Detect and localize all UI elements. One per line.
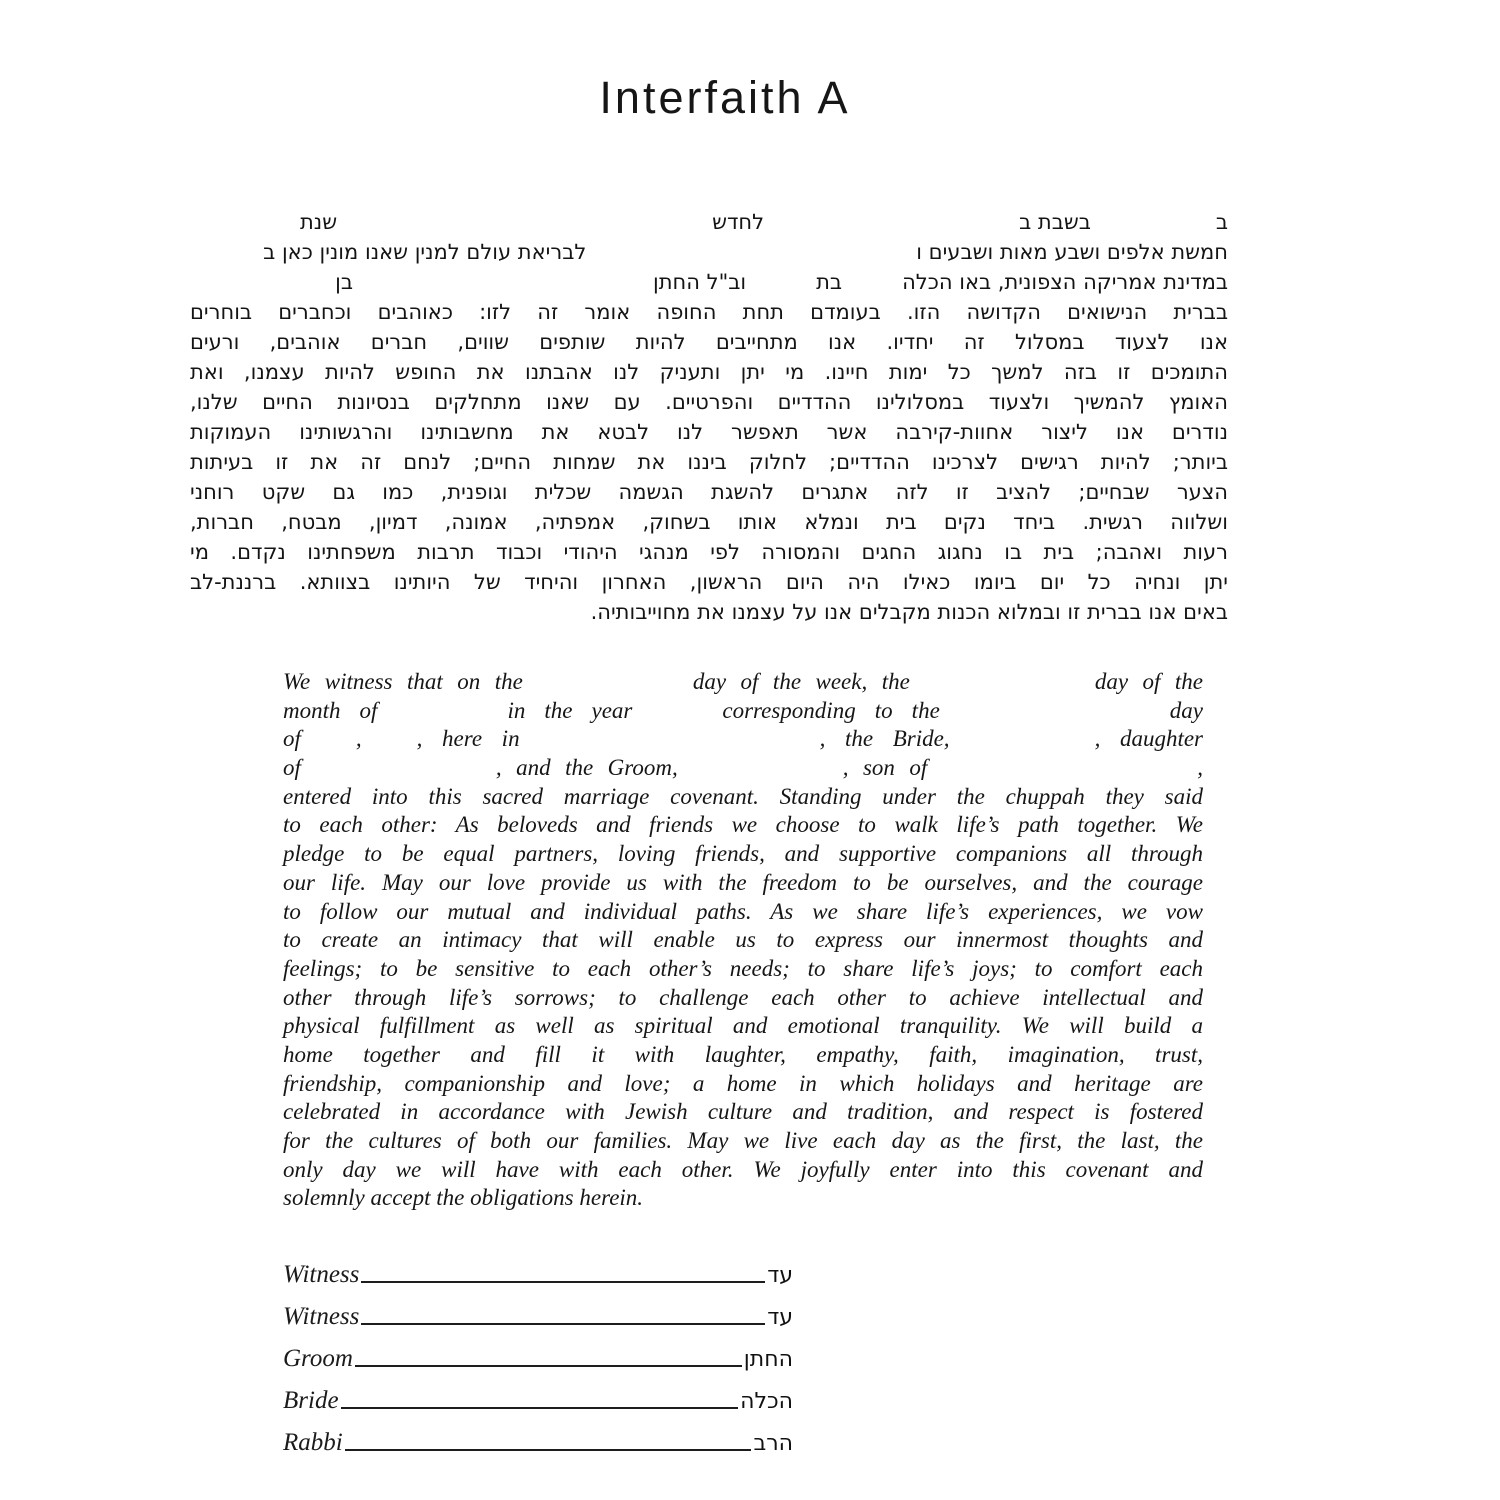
form-text: בשבת ב [1019, 210, 1091, 234]
fill-in-blank [520, 744, 820, 746]
signature-row [283, 1373, 793, 1415]
hebrew-line: ביותר; להיות רגישים לצרכינו ההדדיים; לחלוק ביננו את שמחות החיים; לנחם זה את זו בעיתות [190, 450, 1228, 474]
english-line: to follow our mutual and individual paths. As we share life’s experiences, we vow [283, 898, 1203, 924]
hebrew-line: אנו לצעוד במסלול זה יחדיו. אנו מתחייבים להיות שותפים שווים, חברים אוהבים, ורעים [190, 330, 1228, 354]
fill-in-blank [940, 716, 1170, 718]
english-line: feelings; to be sensitive to each other’s needs; to share life’s joys; to comfort each [283, 955, 1203, 981]
form-text: בן [335, 270, 354, 294]
form-text: in the year [507, 697, 633, 723]
hebrew-line: האומץ להמשיך ולצעוד במסלולינו ההדדיים והפרטיים. עם שאנו מתחלקים בנסיונות החיים שלנו, [190, 390, 1228, 414]
signature-line [355, 1363, 742, 1367]
fill-in-blank [632, 716, 722, 718]
signature-label-english: Rabbi [283, 1429, 343, 1456]
fill-in-blank [1091, 227, 1216, 229]
form-text: וב"ל החתן [653, 270, 747, 294]
page-title: Interfaith A [599, 72, 851, 123]
english-line: home together and fill it with laughter, empathy, faith, imagination, trust, [283, 1041, 1203, 1067]
english-line: only day we will have with each other. We joyfully enter into this covenant and [283, 1156, 1203, 1182]
english-fill-line [283, 697, 1203, 726]
english-line: to each other: As beloveds and friends we choose to walk life’s path together. We [283, 812, 1203, 838]
hebrew-line: יתן ונחיה כל יום ביומו כאילו היה היום הראשון, האחרון והיחיד של היותינו בצוותא. ברננת-לב [190, 570, 1228, 594]
signature-row [283, 1415, 793, 1457]
hebrew-fill-line [190, 207, 1228, 237]
hebrew-line: רעות ואהבה; בית בו נחגוג החגים והמסורה לפי מנהגי היהודי וכבוד תרבות משפחתינו נקדם. מי [190, 540, 1228, 564]
fill-in-blank [337, 227, 712, 229]
english-line: solemnly accept the obligations herein. [283, 1185, 644, 1211]
form-text: לבריאת עולם למנין שאנו מונין כאן ב [263, 240, 587, 264]
form-text: , [1197, 755, 1203, 781]
english-line: friendship, companionship and love; a home in which holidays and heritage are [283, 1070, 1203, 1096]
signature-line [361, 1279, 765, 1283]
form-text: , and the Groom, [495, 755, 678, 781]
form-text: , son of [842, 755, 928, 781]
signature-block [283, 1247, 793, 1457]
hebrew-line: בברית הנישואים הקדושה הזו. בעומדם תחת החופה אומר זה לזו: כאוהבים וכחברים בוחרים [190, 300, 1228, 324]
fill-in-blank [678, 773, 843, 775]
signature-row [283, 1289, 793, 1331]
form-text: month of [283, 697, 378, 723]
english-line: physical fulfillment as well as spiritual and emotional tranquility. We will build a [283, 1013, 1203, 1039]
form-text: corresponding to the [722, 697, 940, 723]
form-text: , here in [416, 726, 520, 752]
form-text: בת [816, 270, 843, 294]
english-text-block [283, 668, 1203, 1213]
form-text: , the Bride, [819, 726, 950, 752]
signature-label-hebrew: החתן [743, 1347, 793, 1372]
fill-in-blank [586, 257, 916, 259]
hebrew-line: ושלווה רגשית. ביחד נקים בית ונמלא אותו בשחוק, אמפתיה, אמונה, דמיון, מבטח, חברות, [190, 510, 1228, 534]
english-line: other through life’s sorrows; to challenge each other to achieve intellectual and [283, 984, 1203, 1010]
fill-in-blank [301, 773, 496, 775]
signature-label-hebrew: עד [767, 1263, 793, 1288]
english-line: for the cultures of both our families. May we live each day as the first, the last, the [283, 1128, 1203, 1153]
form-text: day of the [1094, 669, 1204, 694]
form-text: , [355, 726, 362, 752]
english-line: pledge to be equal partners, loving friends, and supportive companions all through [283, 841, 1203, 867]
hebrew-text-block [190, 207, 1228, 627]
hebrew-fill-line [190, 237, 1228, 267]
fill-in-blank [353, 287, 653, 289]
signature-label-english: Groom [283, 1345, 353, 1372]
form-text: day of the week, the [692, 669, 910, 694]
signature-label-hebrew: הכלה [740, 1389, 793, 1414]
english-fill-line [283, 754, 1203, 783]
signature-line [345, 1447, 752, 1451]
signature-row [283, 1247, 793, 1289]
english-line: to create an intimacy that will enable us to express our innermost thoughts and [283, 927, 1203, 953]
form-text: במדינת אמריקה הצפונית, באו הכלה [902, 270, 1228, 294]
signature-row [283, 1331, 793, 1373]
form-text: חמשת אלפים ושבע מאות ושבעים ו [916, 240, 1228, 264]
signature-line [341, 1405, 739, 1409]
form-text: לחדש [712, 210, 765, 234]
hebrew-line: הצער שבחיים; להציב זו לזה אתגרים להשגת הגשמה שכלית וגופנית, כמו גם שקט רוחני [190, 480, 1228, 504]
fill-in-blank [362, 744, 417, 746]
signature-label-english: Bride [283, 1387, 339, 1414]
fill-in-blank [523, 687, 693, 689]
form-text: of [283, 755, 301, 781]
form-text: ב [1215, 210, 1228, 234]
fill-in-blank [746, 287, 816, 289]
english-line: our life. May our love provide us with the freedom to be ourselves, and the courage [283, 869, 1203, 895]
english-line: celebrated in accordance with Jewish culture and tradition, and respect is fostered [283, 1099, 1203, 1125]
fill-in-blank [377, 716, 507, 718]
hebrew-fill-line [190, 267, 1228, 297]
english-fill-line [283, 668, 1203, 697]
english-line: entered into this sacred marriage covenant. Standing under the chuppah they said [283, 783, 1203, 809]
signature-label-hebrew: עד [767, 1305, 793, 1330]
english-fill-line [283, 725, 1203, 754]
signature-label-english: Witness [283, 1261, 360, 1288]
signature-line [361, 1321, 765, 1325]
signature-label-english: Witness [283, 1303, 360, 1330]
hebrew-line: נודרים אנו ליצור אחוות-קירבה אשר תאפשר לנו לבטא את מחשבותינו והרגשותינו העמוקות [190, 420, 1228, 444]
fill-in-blank [301, 744, 356, 746]
fill-in-blank [927, 773, 1197, 775]
fill-in-blank [842, 287, 902, 289]
hebrew-line: באים אנו בברית זו ובמלוא הכנות מקבלים אנו על עצמנו את מחוייבותיה. [590, 600, 1228, 624]
fill-in-blank [950, 744, 1095, 746]
form-text: , daughter [1094, 726, 1203, 752]
hebrew-line: התומכים זו בזה למשך כל ימות חיינו. מי יתן ותעניק לנו אהבתנו את החופש להיות עצמנו, ואת [190, 360, 1228, 384]
form-text: of [283, 726, 301, 752]
signature-label-hebrew: הרב [753, 1431, 793, 1456]
form-text: day [1169, 697, 1203, 723]
fill-in-blank [910, 687, 1095, 689]
form-text: We witness that on the [283, 669, 523, 694]
form-text: שנת [299, 210, 338, 234]
fill-in-blank [764, 227, 1019, 229]
